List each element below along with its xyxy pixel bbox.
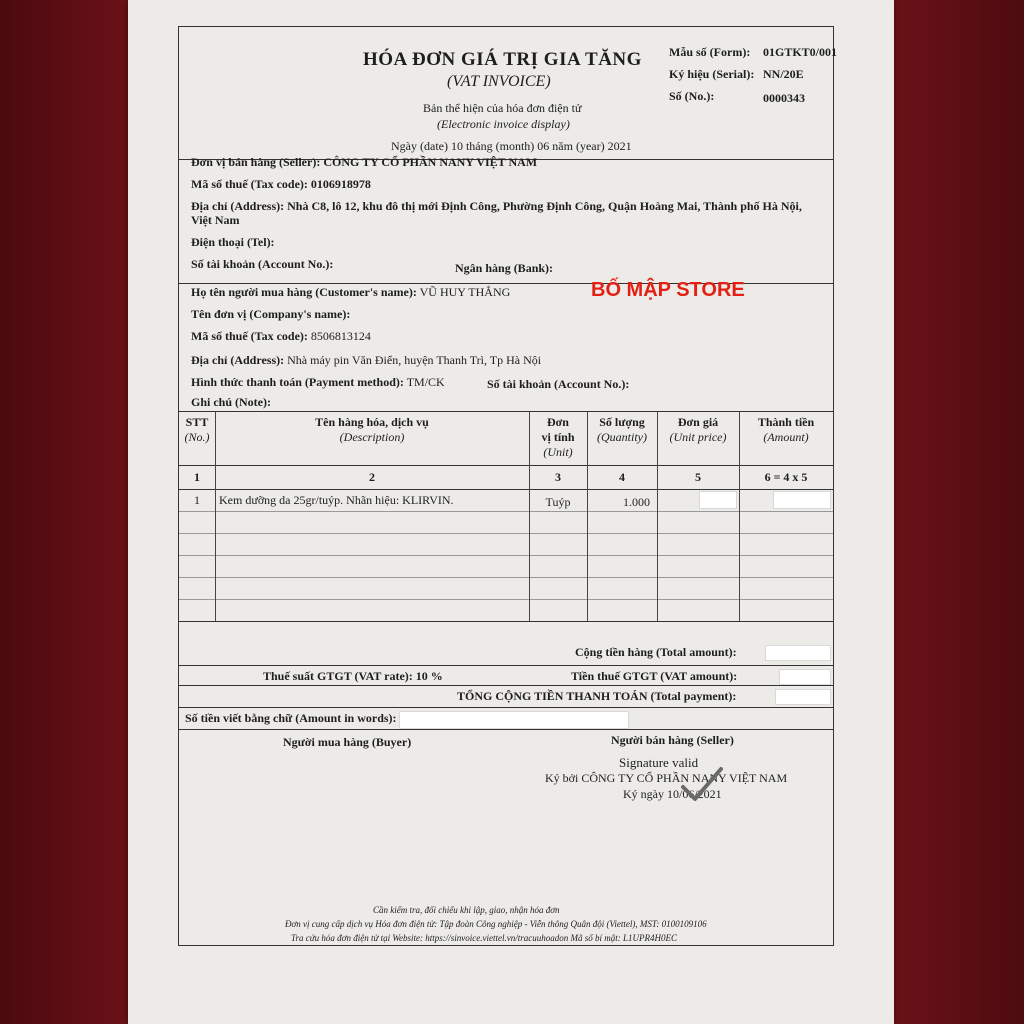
buyer-account-label: Số tài khoản (Account No.):	[487, 377, 630, 391]
header-amount-sub: (Amount)	[763, 430, 809, 444]
row-stt: 1	[194, 493, 200, 507]
buyer-address-label: Địa chỉ (Address):	[191, 353, 285, 367]
seller-account-label: Số tài khoản (Account No.):	[191, 257, 334, 271]
redacted-amount	[773, 491, 831, 509]
invoice-subtitle: (VAT INVOICE)	[447, 73, 551, 90]
buyer-tax-value: 8506813124	[310, 329, 371, 343]
index-cell: 5	[695, 470, 701, 484]
total-payment-label: TỔNG CỘNG TIỀN THANH TOÁN (Total payment):	[457, 689, 737, 703]
divider	[179, 665, 833, 666]
buyer-address	[191, 353, 541, 368]
invoice-title: HÓA ĐƠN GIÁ TRỊ GIA TĂNG	[363, 49, 642, 70]
header-unit-price	[657, 415, 739, 445]
table-row-line	[179, 555, 833, 556]
seller-address-line-2: Việt Nam	[191, 213, 240, 227]
form-value: 01GTKT0/001	[763, 45, 838, 59]
checkmark-icon	[679, 765, 725, 805]
vat-amount-label: Tiền thuế GTGT (VAT amount):	[571, 669, 738, 683]
number-value: 0000343	[763, 91, 805, 105]
header-stt-sub: (No.)	[184, 430, 210, 444]
seller-address-value: Nhà C8, lô 12, khu đô thị mới Định Công, Phường Định Công, Quận Hoàng Mai, Thành phố Hà Nội,	[287, 199, 802, 213]
header-qty-sub: (Quantity)	[597, 430, 647, 444]
display-line-en: (Electronic invoice display)	[437, 117, 570, 131]
redacted-payment	[775, 689, 831, 705]
total-amount-label	[575, 645, 737, 660]
header-amount-main: Thành tiền	[757, 415, 815, 429]
header-unit-main: Đơn	[547, 415, 569, 429]
buyer-company-label: Tên đơn vị (Company's name):	[191, 307, 351, 321]
buyer-tax-label: Mã số thuế (Tax code):	[191, 329, 308, 343]
invoice-date: Ngày (date) 10 tháng (month) 06 năm (year) 2021	[391, 139, 632, 153]
row-quantity: 1.000	[623, 495, 650, 509]
table-index-line	[179, 489, 833, 490]
store-watermark: BỐ MẬP STORE	[591, 279, 745, 301]
buyer-signature-label: Người mua hàng (Buyer)	[283, 735, 412, 749]
background-left	[0, 0, 128, 1024]
buyer-payment-value: TM/CK	[406, 375, 445, 389]
form-label: Mẫu số (Form):	[669, 45, 751, 59]
seller-tax-value: 0106918978	[310, 177, 371, 191]
header-unit	[529, 415, 587, 460]
header-price-main: Đơn giá	[677, 415, 719, 429]
header-unit-main2: vị tính	[541, 430, 575, 444]
seller-name-label: Đơn vị bán hàng (Seller):	[191, 155, 321, 169]
footer-line-1: Cần kiểm tra, đối chiếu khi lập, giao, nhận hóa đơn	[373, 905, 560, 915]
table-row-line	[179, 599, 833, 600]
table-bottom-line	[179, 621, 833, 622]
footer-line-3: Tra cứu hóa đơn điện tử tại Website: https://sinvoice.viettel.vn/tracuuhoadon Mã số bí mật: L1UPR4H0EC	[291, 933, 677, 943]
redacted-total	[765, 645, 831, 661]
header-qty-main: Số lượng	[599, 415, 645, 429]
amount-words-label: Số tiền viết bằng chữ (Amount in words):	[185, 711, 397, 725]
buyer-note-label: Ghi chú (Note):	[191, 395, 271, 409]
header-unit-sub: (Unit)	[543, 445, 573, 459]
index-cell: 2	[369, 470, 375, 484]
header-amount	[739, 415, 833, 445]
background-right	[894, 0, 1024, 1024]
table-row-line	[179, 577, 833, 578]
buyer-name-label: Họ tên người mua hàng (Customer's name):	[191, 285, 417, 299]
buyer-payment-label: Hình thức thanh toán (Payment method):	[191, 375, 404, 389]
invoice-paper	[128, 0, 894, 1024]
seller-address	[191, 199, 802, 214]
header-desc-main: Tên hàng hóa, dịch vụ	[315, 415, 429, 429]
redacted-vat	[779, 669, 831, 685]
seller-block	[191, 155, 537, 170]
number-label: Số (No.):	[669, 89, 715, 103]
seller-signature-label: Người bán hàng (Seller)	[611, 733, 734, 747]
seller-tax-label: Mã số thuế (Tax code):	[191, 177, 308, 191]
seller-tel-label: Điện thoại (Tel):	[191, 235, 275, 249]
header-desc-sub: (Description)	[339, 430, 405, 444]
redacted-words	[399, 711, 629, 729]
buyer-tax	[191, 329, 371, 344]
row-unit: Tuýp	[545, 495, 571, 509]
index-cell: 4	[619, 470, 625, 484]
row-description: Kem dưỡng da 25gr/tuýp. Nhãn hiệu: KLIRVIN.	[219, 493, 454, 507]
seller-address-label: Địa chỉ (Address):	[191, 199, 285, 213]
header-stt	[179, 415, 215, 445]
buyer-name-value: VŨ HUY THẮNG	[419, 285, 511, 299]
serial-value: NN/20E	[763, 67, 804, 81]
table-row-line	[179, 511, 833, 512]
index-cell: 3	[555, 470, 561, 484]
redacted-unit-price	[699, 491, 737, 509]
invoice-frame	[178, 26, 838, 946]
vat-rate-label: Thuế suất GTGT (VAT rate): 10 %	[263, 669, 443, 683]
index-cell: 1	[194, 470, 200, 484]
header-description	[215, 415, 529, 445]
buyer-name	[191, 285, 510, 300]
signature-valid: Signature valid	[619, 755, 699, 770]
table-header-line	[179, 465, 833, 466]
footer-line-2: Đơn vị cung cấp dịch vụ Hóa đơn điện tử: Tập đoàn Công nghiệp - Viễn thông Quân đội (Viettel), MST: 0100109106	[285, 919, 707, 929]
index-cell: 6 = 4 x 5	[764, 470, 808, 484]
serial-label: Ký hiệu (Serial):	[669, 67, 755, 81]
table-row-line	[179, 533, 833, 534]
header-stt-main: STT	[185, 415, 209, 429]
seller-tax	[191, 177, 371, 192]
buyer-address-value: Nhà máy pin Văn Điển, huyện Thanh Trì, Tp Hà Nội	[287, 353, 542, 367]
header-price-sub: (Unit price)	[669, 430, 727, 444]
divider	[179, 707, 833, 708]
display-line: Bản thể hiện của hóa đơn điện tử	[423, 101, 582, 115]
signed-date: Ký ngày 10/06/2021	[623, 787, 722, 801]
seller-bank-label: Ngân hàng (Bank):	[455, 261, 554, 275]
header-quantity	[587, 415, 657, 445]
table-top-line	[179, 411, 833, 412]
divider	[179, 685, 833, 686]
signed-by: Ký bởi CÔNG TY CỔ PHẦN NANY VIỆT NAM	[545, 771, 788, 785]
total-amount-text: Cộng tiền hàng (Total amount):	[575, 645, 737, 659]
divider	[179, 729, 833, 730]
buyer-payment	[191, 375, 445, 390]
seller-name: CÔNG TY CỔ PHẦN NANY VIỆT NAM	[323, 155, 538, 169]
